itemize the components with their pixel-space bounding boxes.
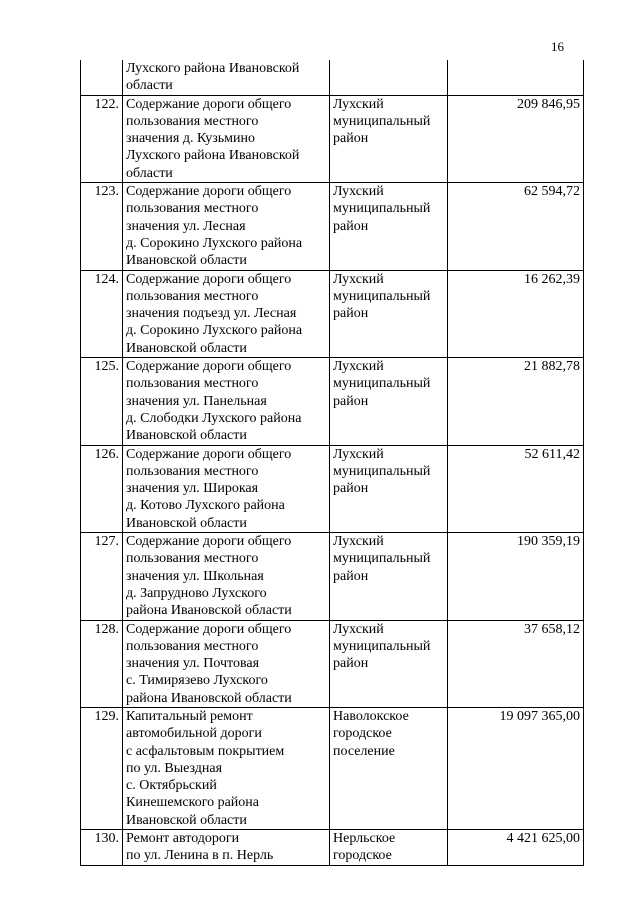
table-row bbox=[81, 270, 584, 357]
row-description bbox=[123, 707, 330, 829]
description-line: Содержание дороги общего bbox=[126, 359, 292, 375]
authority-line: Лухский bbox=[333, 271, 384, 287]
description-line: Ивановской области bbox=[126, 812, 247, 828]
description-line: района Ивановской области bbox=[126, 603, 292, 619]
row-authority bbox=[330, 707, 448, 829]
authority-line: Лухский bbox=[333, 446, 384, 462]
description-line: Содержание дороги общего bbox=[126, 446, 292, 462]
row-description bbox=[123, 358, 330, 445]
row-number: 130. bbox=[81, 830, 123, 866]
table-row bbox=[81, 830, 584, 866]
row-number: 127. bbox=[81, 533, 123, 620]
row-number bbox=[81, 60, 123, 95]
row-authority bbox=[330, 95, 448, 182]
row-amount: 190 359,19 bbox=[448, 533, 584, 620]
description-line: Содержание дороги общего bbox=[126, 534, 292, 550]
authority-line: район bbox=[333, 218, 369, 234]
row-amount: 16 262,39 bbox=[448, 270, 584, 357]
table-row bbox=[81, 620, 584, 707]
description-line: Ивановской области bbox=[126, 253, 247, 269]
row-authority bbox=[330, 533, 448, 620]
row-amount: 19 097 365,00 bbox=[448, 707, 584, 829]
table-row bbox=[81, 533, 584, 620]
row-number: 124. bbox=[81, 270, 123, 357]
description-line: Содержание дороги общего bbox=[126, 621, 292, 637]
description-line: с асфальтовым покрытием bbox=[126, 743, 285, 759]
table-row bbox=[81, 707, 584, 829]
table-row bbox=[81, 358, 584, 445]
authority-line: район bbox=[333, 131, 369, 147]
table-body bbox=[81, 60, 584, 865]
authority-line: муниципальный bbox=[333, 463, 431, 479]
description-line: пользования местного bbox=[126, 201, 259, 217]
authority-line: Лухский bbox=[333, 621, 384, 637]
description-line: Лухского района Ивановской bbox=[126, 148, 300, 164]
row-description bbox=[123, 60, 330, 95]
description-line: значения подъезд ул. Лесная bbox=[126, 306, 297, 322]
row-authority bbox=[330, 620, 448, 707]
row-number: 125. bbox=[81, 358, 123, 445]
description-line: значения ул. Школьная bbox=[126, 568, 264, 584]
description-line: пользования местного bbox=[126, 113, 259, 129]
authority-line: Нерльское bbox=[333, 831, 396, 847]
description-line: значения д. Кузьмино bbox=[126, 131, 256, 147]
description-line: пользования местного bbox=[126, 288, 259, 304]
authority-line: Лухский bbox=[333, 359, 384, 375]
description-line: Ивановской области bbox=[126, 515, 247, 531]
page-number: 16 bbox=[551, 39, 564, 54]
row-authority bbox=[330, 183, 448, 270]
row-authority bbox=[330, 270, 448, 357]
row-authority bbox=[330, 445, 448, 532]
description-line: Ивановской области bbox=[126, 428, 247, 444]
row-description bbox=[123, 533, 330, 620]
authority-line: район bbox=[333, 306, 369, 322]
description-line: д. Сорокино Лухского района bbox=[126, 235, 303, 251]
authority-line: район bbox=[333, 393, 369, 409]
row-description bbox=[123, 830, 330, 866]
row-number: 123. bbox=[81, 183, 123, 270]
description-line: области bbox=[126, 165, 173, 181]
row-authority bbox=[330, 358, 448, 445]
description-line: значения ул. Почтовая bbox=[126, 656, 260, 672]
description-line: пользования местного bbox=[126, 463, 259, 479]
authority-line: муниципальный bbox=[333, 113, 431, 129]
row-amount bbox=[448, 60, 584, 95]
row-amount: 52 611,42 bbox=[448, 445, 584, 532]
authority-line: городское bbox=[333, 848, 392, 864]
row-description bbox=[123, 270, 330, 357]
description-line: области bbox=[126, 78, 173, 94]
authority-line: Наволокское bbox=[333, 708, 409, 724]
description-line: пользования местного bbox=[126, 638, 259, 654]
row-authority bbox=[330, 830, 448, 866]
description-line: Содержание дороги общего bbox=[126, 271, 292, 287]
description-line: Ремонт автодороги bbox=[126, 831, 240, 847]
row-number: 126. bbox=[81, 445, 123, 532]
row-authority bbox=[330, 60, 448, 95]
budget-table bbox=[80, 60, 584, 866]
row-amount: 21 882,78 bbox=[448, 358, 584, 445]
authority-line: муниципальный bbox=[333, 638, 431, 654]
authority-line: Лухский bbox=[333, 184, 384, 200]
row-amount: 37 658,12 bbox=[448, 620, 584, 707]
description-line: Лухского района Ивановской bbox=[126, 61, 300, 76]
description-line: д. Сорокино Лухского района bbox=[126, 323, 303, 339]
table-row bbox=[81, 60, 584, 95]
row-amount: 62 594,72 bbox=[448, 183, 584, 270]
description-line: д. Запрудново Лухского bbox=[126, 585, 267, 601]
description-line: значения ул. Панельная bbox=[126, 393, 267, 409]
description-line: пользования местного bbox=[126, 551, 259, 567]
description-line: д. Котово Лухского района bbox=[126, 498, 285, 514]
table-row bbox=[81, 445, 584, 532]
description-line: д. Слободки Лухского района bbox=[126, 410, 302, 426]
authority-line: район bbox=[333, 656, 369, 672]
row-number: 128. bbox=[81, 620, 123, 707]
description-line: значения ул. Лесная bbox=[126, 218, 246, 234]
description-line: Содержание дороги общего bbox=[126, 96, 292, 112]
description-line: Кинешемского района bbox=[126, 795, 259, 811]
description-line: Капитальный ремонт bbox=[126, 708, 253, 724]
table-row bbox=[81, 183, 584, 270]
row-description bbox=[123, 183, 330, 270]
description-line: пользования местного bbox=[126, 376, 259, 392]
authority-line: городское bbox=[333, 726, 392, 742]
row-description bbox=[123, 95, 330, 182]
description-line: Ивановской области bbox=[126, 340, 247, 356]
description-line: по ул. Выездная bbox=[126, 760, 223, 776]
description-line: значения ул. Широкая bbox=[126, 481, 259, 497]
description-line: района Ивановской области bbox=[126, 690, 292, 706]
description-line: с. Тимирязево Лухского bbox=[126, 673, 268, 689]
authority-line: район bbox=[333, 568, 369, 584]
authority-line: муниципальный bbox=[333, 201, 431, 217]
description-line: с. Октябрьский bbox=[126, 778, 217, 794]
row-description bbox=[123, 620, 330, 707]
authority-line: муниципальный bbox=[333, 551, 431, 567]
description-line: автомобильной дороги bbox=[126, 726, 262, 742]
authority-line: район bbox=[333, 481, 369, 497]
authority-line: муниципальный bbox=[333, 376, 431, 392]
description-line: по ул. Ленина в п. Нерль bbox=[126, 848, 274, 864]
authority-line: муниципальный bbox=[333, 288, 431, 304]
row-amount: 209 846,95 bbox=[448, 95, 584, 182]
row-amount: 4 421 625,00 bbox=[448, 830, 584, 866]
row-description bbox=[123, 445, 330, 532]
row-number: 122. bbox=[81, 95, 123, 182]
row-number: 129. bbox=[81, 707, 123, 829]
description-line: Содержание дороги общего bbox=[126, 184, 292, 200]
table-row bbox=[81, 95, 584, 182]
authority-line: Лухский bbox=[333, 534, 384, 550]
authority-line: Лухский bbox=[333, 96, 384, 112]
authority-line: поселение bbox=[333, 743, 395, 759]
